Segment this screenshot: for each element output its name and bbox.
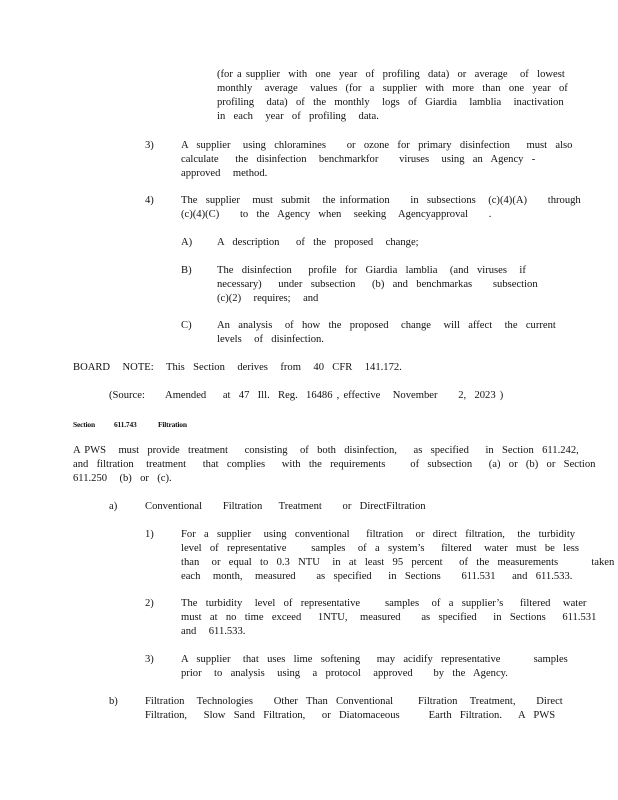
subsection-b-text: Filtration Technologies Other Than Conventional Filtration Treatment, Direct Filtration, Slow Sand Filtration, or Diatomaceous Earth Filtration. A PWS [145,696,563,721]
subsection-a-label: a) [109,501,118,512]
a2-text: The turbidity level of representative samples of a supplier’s filtered water must at no time exceed 1NTU, measured as specified in Sections 611.531 and 611.533. [181,598,597,637]
subsection-b-label: b) [109,696,118,707]
sub-c-label: C) [181,320,192,331]
profiling-paragraph: (for a supplier with one year of profiling data) or average of lowest monthly average values (for a supplier with more than one year of profiling data) of the monthly logs of Giardia lamblia inactivation in each year of profiling data. [217,69,568,122]
board-note: BOARD NOTE: This Section derives from 40 CFR 141.172. [73,362,402,373]
a1-label: 1) [145,529,154,540]
source-note: (Source: Amended at 47 Ill. Reg. 16486 , effective November 2, 2023 ) [109,390,504,401]
item-3-label: 3) [145,140,154,151]
sub-c-text: An analysis of how the proposed change will affect the current levels of disinfection. [217,320,556,345]
item-4-text: The supplier must submit the information in subsections (c)(4)(A) through (c)(4)(C) to the Agency when seeking Agencyapproval . [181,195,581,220]
item-3-text: A supplier using chloramines or ozone for primary disinfection must also calculate the disinfection benchmarkfor viruses using an Agency - approved method. [181,140,573,179]
subsection-a-heading: Conventional Filtration Treatment or DirectFiltration [145,501,426,512]
sub-b-label: B) [181,265,192,276]
a2-label: 2) [145,598,154,609]
intro-paragraph: A PWS must provide treatment consisting of both disinfection, as specified in Section 611.242, and filtration treatment that complies with the requirements of subsection (a) or (b) or Section 611.250 (b) or (c). [73,445,596,484]
a3-text: A supplier that uses lime softening may acidify representative samples prior to analysis using a protocol approved by the Agency. [181,654,568,679]
sub-a-label: A) [181,237,193,248]
a3-label: 3) [145,654,154,665]
section-title: Filtration [158,420,187,429]
section-word: Section [73,420,95,429]
section-number: 611.743 [114,420,137,429]
item-4-label: 4) [145,195,154,206]
sub-b-text: The disinfection profile for Giardia lamblia (and viruses if necessary) under subsection (b) and benchmarkas subsection (c)(2) requires; and [217,265,538,304]
a1-text: For a supplier using conventional filtration or direct filtration, the turbidity level of representative samples of a system’s filtered water must be less than or equal to 0.3 NTU in at least 95 percent of the measurements taken each month, measured as specified in Sections 611.531 and 611.533. [181,529,615,582]
sub-a-text: A description of the proposed change; [217,237,419,248]
